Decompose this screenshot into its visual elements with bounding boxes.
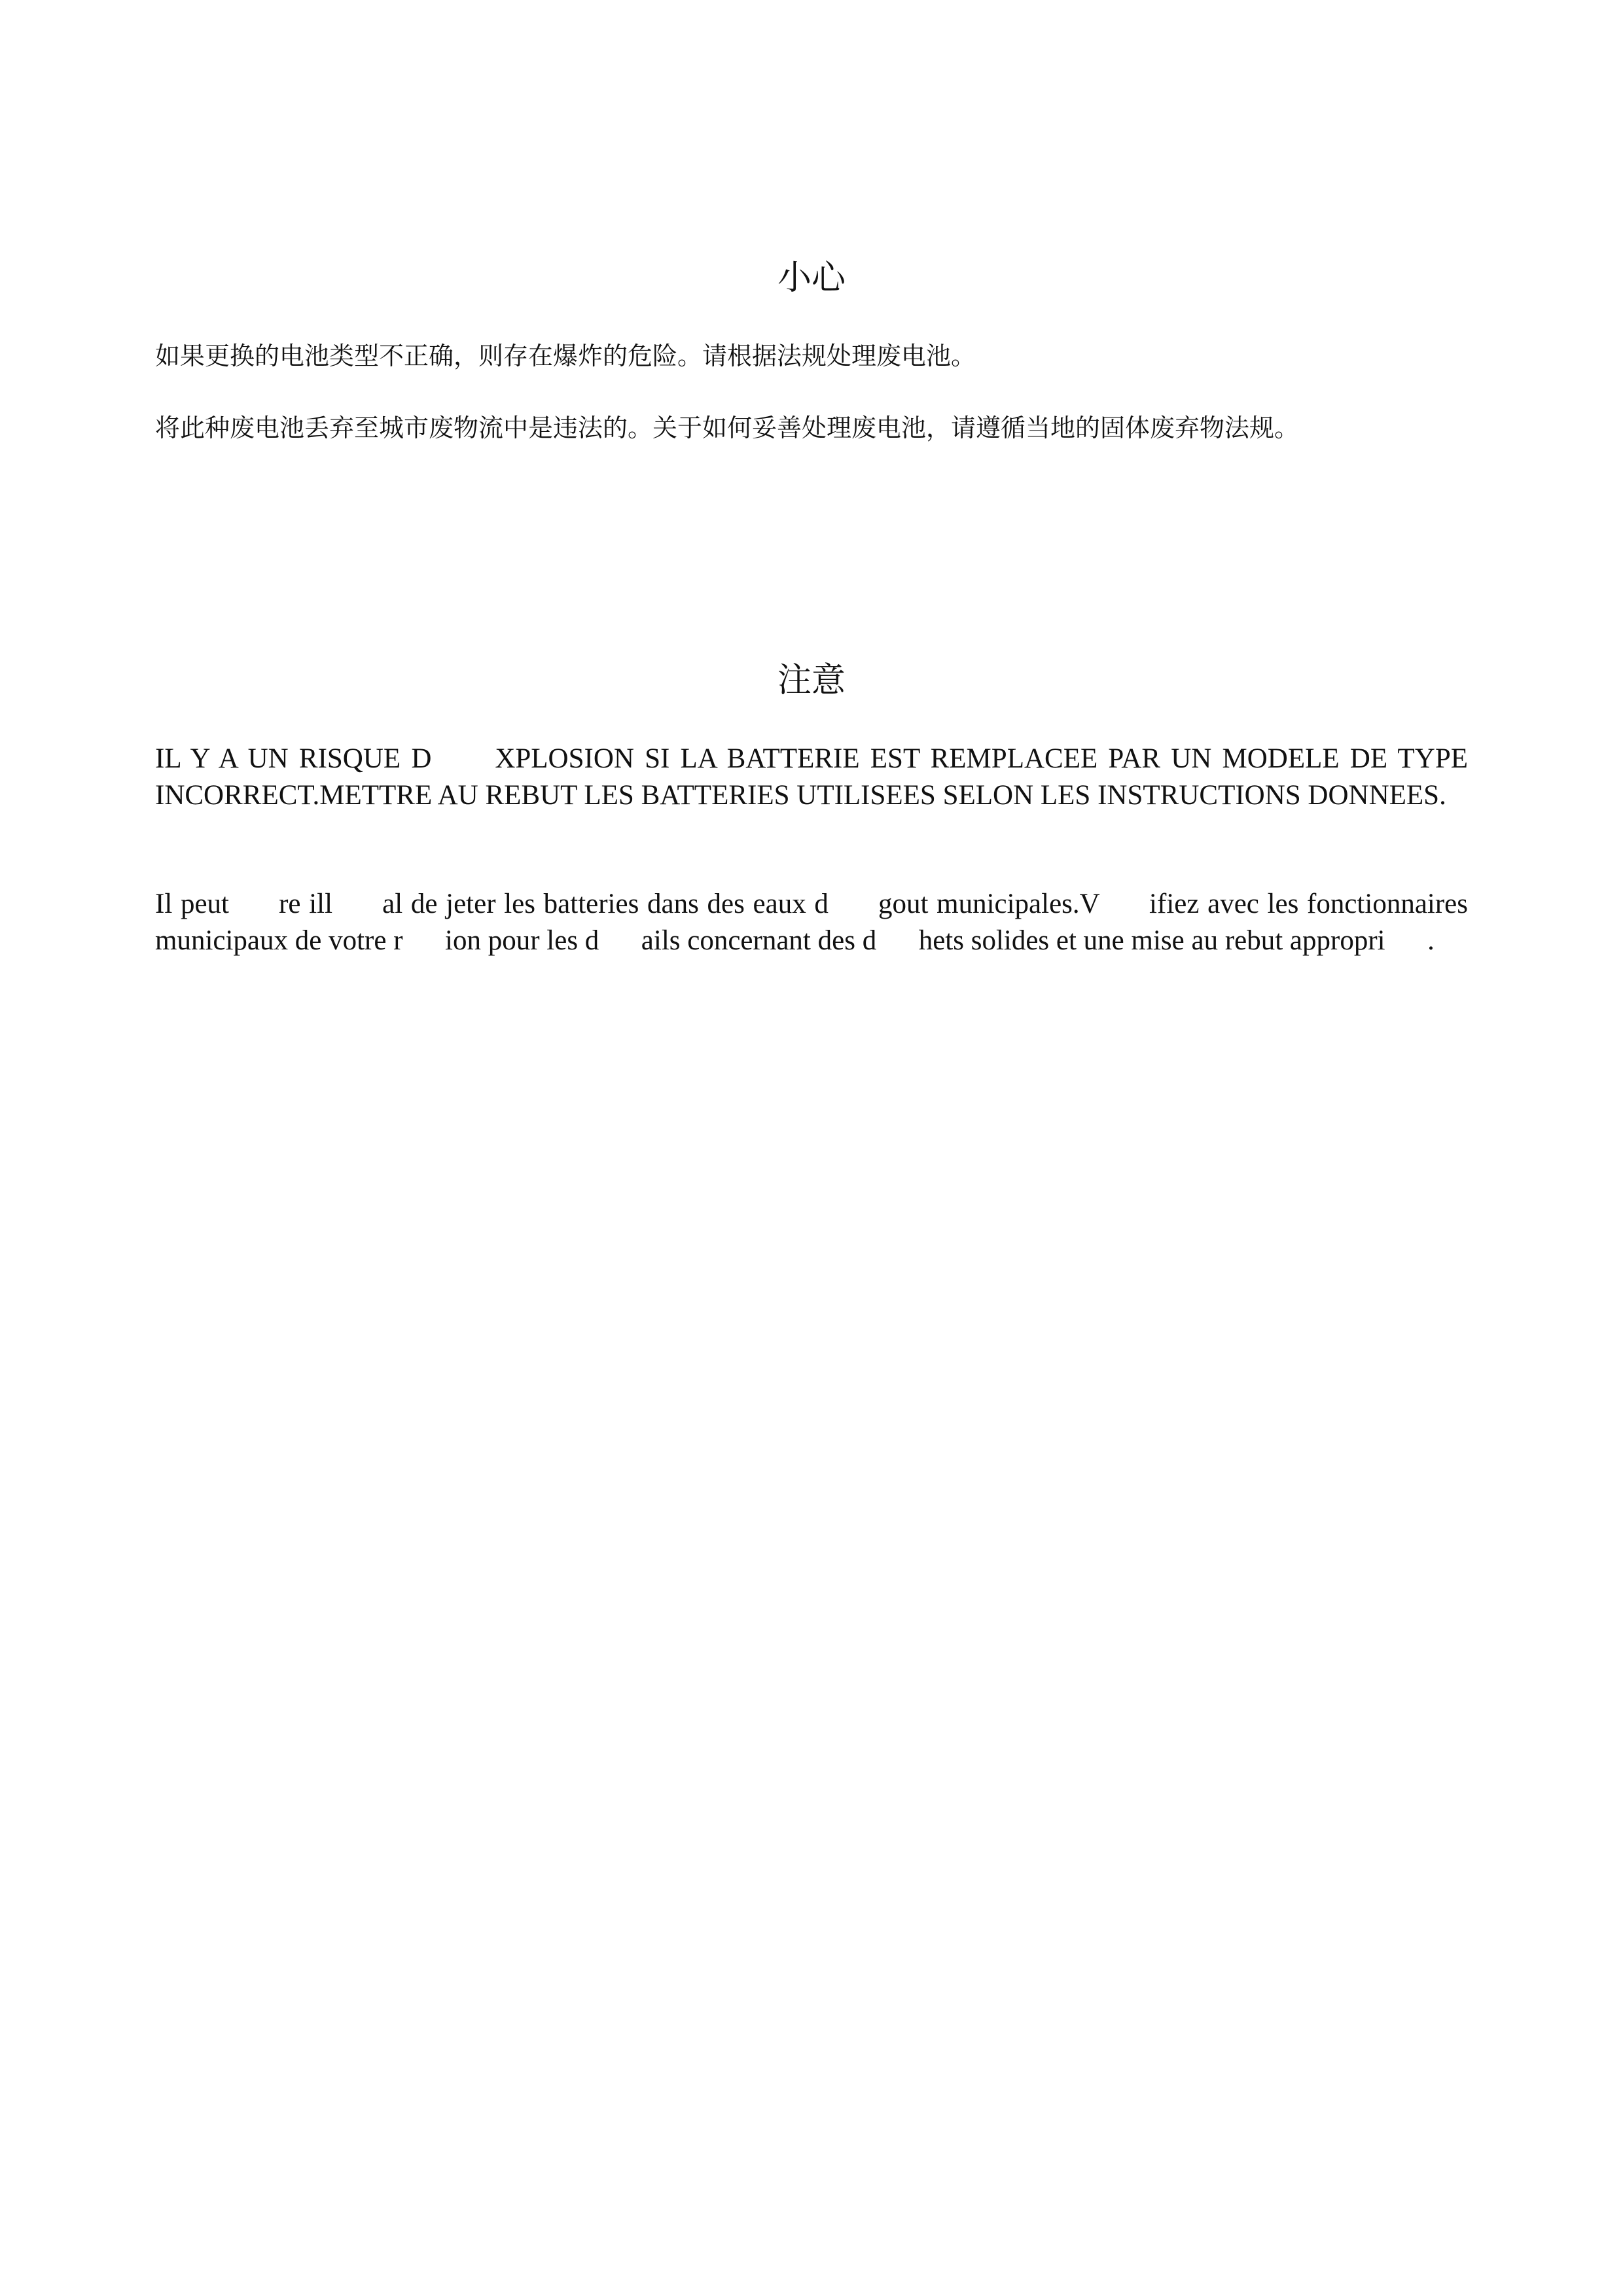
warning-paragraph-disposal: Il peut re ill al de jeter les batteries dans des eaux d gout municipales.V ifiez avec les fonctionnaires municipaux de votre r ion pour les d ails concernant des d hets solides et une mise au rebut appropri . <box>155 889 1475 956</box>
caution-paragraph-1: 如果更换的电池类型不正确，则存在爆炸的危险。请根据法规处理废电池。 <box>155 342 976 370</box>
warning-paragraph-uppercase: IL Y A UN RISQUE D XPLOSION SI LA BATTERIE EST REMPLACEE PAR UN MODELE DE TYPE INCORRECT.METTRE AU REBUT LES BATTERIES UTILISEES SELON LES INSTRUCTIONS DONNEES. <box>155 743 1475 811</box>
warning-title: 注意 <box>777 661 846 700</box>
caution-title-chinese: 小心 <box>777 258 846 298</box>
caution-paragraph-2: 将此种废电池丢弃至城市废物流中是违法的。关于如何妥善处理废电池，请遵循当地的固体废弃物法规。 <box>155 414 1300 442</box>
